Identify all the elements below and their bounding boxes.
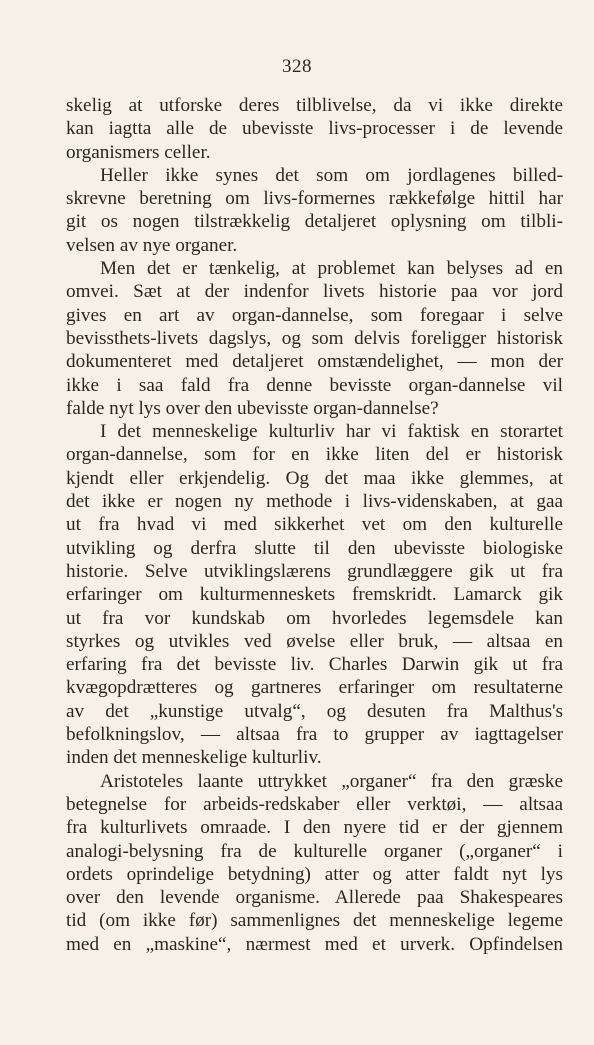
- text-line: Heller ikke synes det som om jordlagenes billed-: [100, 164, 563, 186]
- text-line: av det „kunstige utvalg“, og desuten fra Malthus's: [66, 700, 563, 722]
- text-line: betegnelse for arbeids-redskaber eller verktøi, — altsaa: [66, 793, 563, 815]
- text-line: ordets oprindelige betydning) atter og atter faldt nyt lys: [66, 863, 563, 885]
- text-line: gives en art av organ-dannelse, som foregaar i selve: [66, 304, 563, 326]
- text-line: med en „maskine“, nærmest med et urverk. Opfindelsen: [66, 933, 563, 955]
- text-line: erfaring fra det bevisste liv. Charles Darwin gik ut fra: [66, 654, 563, 676]
- text-line: I det menneskelige kulturliv har vi faktisk en storartet: [100, 421, 563, 443]
- text-line: organ-dannelse, som for en ikke liten del er historisk: [66, 444, 563, 466]
- text-line: det ikke er nogen ny methode i livs-videnskaben, at gaa: [66, 491, 563, 513]
- text-line: utvikling og derfra slutte til den ubevisste biologiske: [66, 537, 563, 559]
- text-line: dokumenteret med detaljeret omstændelighet, — mon der: [66, 351, 563, 373]
- text-line: inden det menneskelige kulturliv.: [66, 747, 322, 769]
- text-line: omvei. Sæt at der indenfor livets historie paa vor jord: [66, 281, 563, 303]
- text-line: organismers celler.: [66, 141, 211, 163]
- text-line: Aristoteles laante uttrykket „organer“ fra den græske: [100, 770, 563, 792]
- body-text: [66, 94, 563, 956]
- text-line: styrkes og utvikles ved øvelse eller bruk, — altsaa en: [66, 630, 563, 652]
- text-line: ikke i saa fald fra denne bevisste organ-dannelse vil: [66, 374, 563, 396]
- text-line: Men det er tænkelig, at problemet kan belyses ad en: [100, 258, 563, 280]
- text-line: kan iagtta alle de ubevisste livs-processer i de levende: [66, 118, 563, 140]
- text-line: ut fra vor kundskab om hvorledes legemsdele kan: [66, 607, 563, 629]
- text-line: git os nogen tilstrækkelig detaljeret oplysning om tilbli-: [66, 211, 563, 233]
- text-line: fra kulturlivets omraade. I den nyere tid er der gjennem: [66, 817, 563, 839]
- text-line: bevissthets-livets dagslys, og som delvis foreligger historisk: [66, 327, 563, 349]
- text-line: erfaringer om kulturmenneskets fremskridt. Lamarck gik: [66, 584, 563, 606]
- text-line: tid (om ikke før) sammenlignes det menneskelige legeme: [66, 910, 563, 932]
- text-line: skrevne beretning om livs-formernes rækkefølge hittil har: [66, 188, 563, 210]
- text-line: kvægopdrætteres og gartneres erfaringer om resultaterne: [66, 677, 563, 699]
- page-number: 328: [282, 56, 312, 77]
- text-line: analogi-belysning fra de kulturelle organer („organer“ i: [66, 840, 563, 862]
- text-line: kjendt eller erkjendelig. Og det maa ikke glemmes, at: [66, 467, 563, 489]
- text-line: skelig at utforske deres tilblivelse, da vi ikke direkte: [66, 95, 563, 116]
- text-line: historie. Selve utviklingslærens grundlæggere gik ut fra: [66, 560, 563, 582]
- text-line: over den levende organisme. Allerede paa Shakespeares: [66, 887, 563, 909]
- text-line: ut fra hvad vi med sikkerhet vet om den kulturelle: [66, 514, 563, 536]
- text-line: befolkningslov, — altsaa fra to grupper av iagttagelser: [66, 724, 563, 746]
- text-line: falde nyt lys over den ubevisste organ-dannelse?: [66, 397, 439, 419]
- text-line: velsen av nye organer.: [66, 234, 238, 256]
